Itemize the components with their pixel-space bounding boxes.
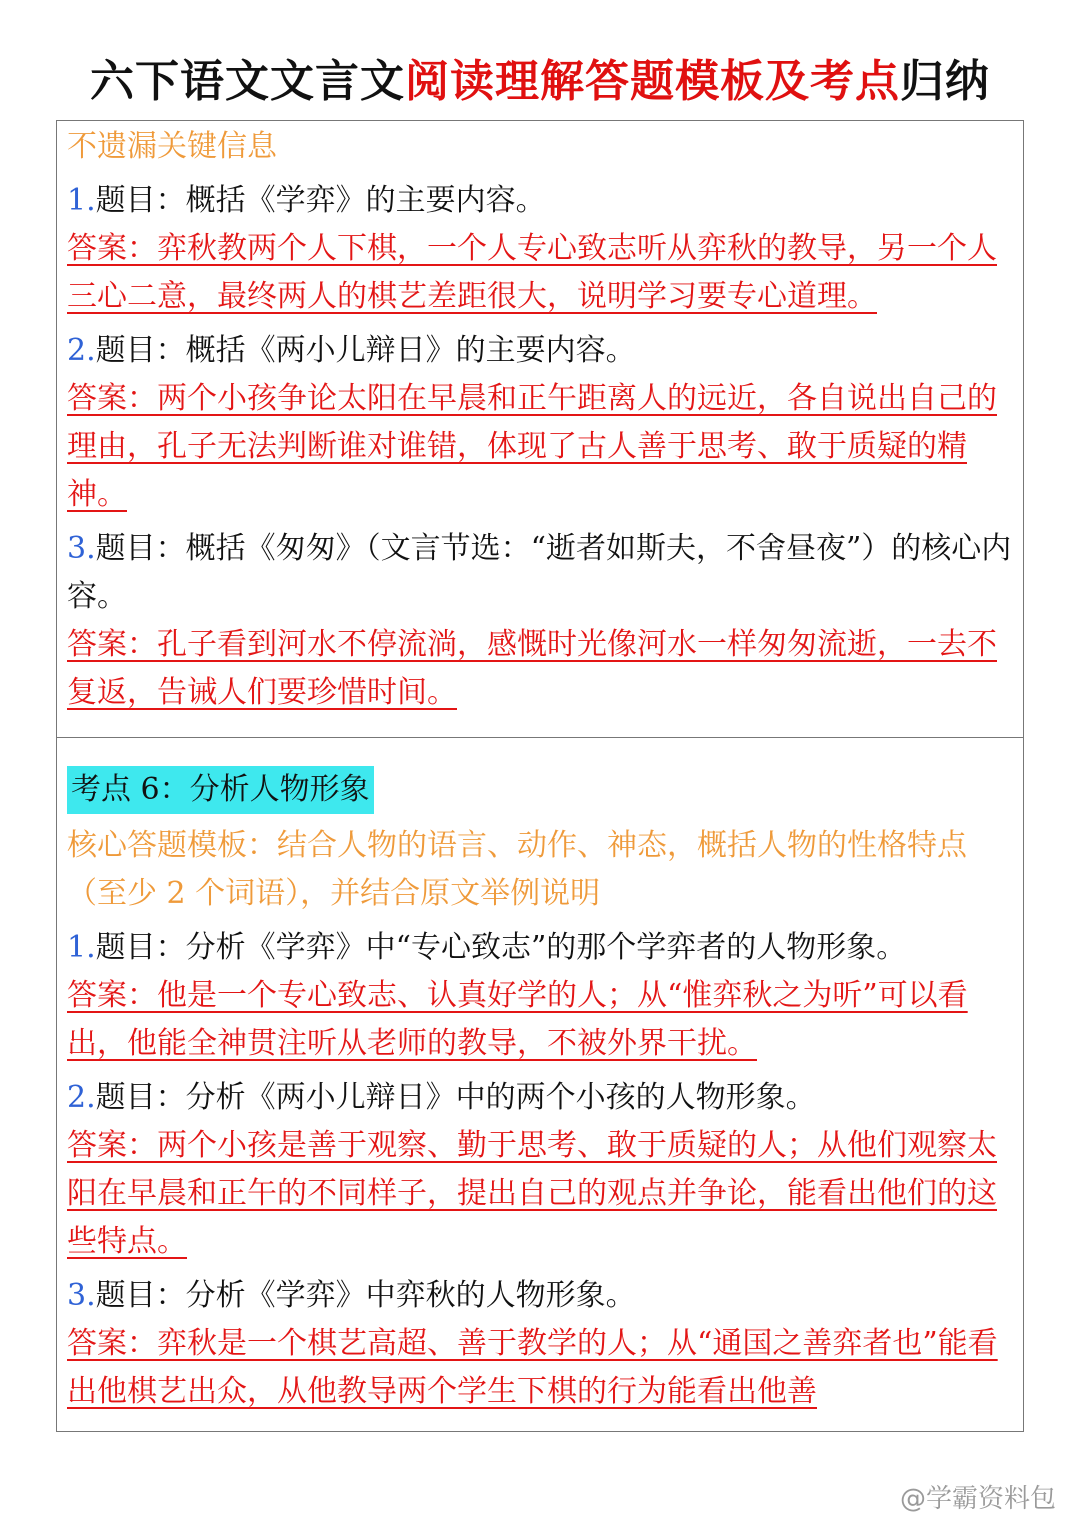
question-text: 题目：概括《匆匆》（文言节选：“逝者如斯夫，不舍昼夜”）的核心内容。 [67, 531, 1012, 614]
key-point-badge: 考点 6：分析人物形象 [67, 766, 374, 814]
section-2-content [67, 766, 1013, 1416]
answer-template: 核心答题模板：结合人物的语言、动作、神态，概括人物的性格特点（至少 2 个词语），并结合原文举例说明 [67, 828, 967, 911]
question-number: 3. [67, 1278, 96, 1313]
section-1-heading: 不遗漏关键信息 [67, 129, 277, 164]
question-text: 题目：分析《学弈》中弈秋的人物形象。 [95, 1278, 636, 1313]
section-1-content [67, 123, 1013, 717]
title-part-2: 阅读理解答题模板及考点 [405, 56, 900, 107]
question-text: 题目：分析《两小儿辩日》中的两个小孩的人物形象。 [95, 1080, 816, 1115]
question-number: 2. [67, 333, 96, 368]
page-title [0, 50, 1080, 114]
question-number: 1. [67, 183, 96, 218]
question-1-3 [67, 525, 1013, 621]
answer-2-2: 答案：两个小孩是善于观察、勤于思考、敢于质疑的人；从他们观察太阳在早晨和正午的不同样子，提出自己的观点并争论，能看出他们的这些特点。 [67, 1128, 997, 1259]
watermark: @学霸资料包 [899, 1484, 1056, 1514]
question-text: 题目：概括《两小儿辩日》的主要内容。 [95, 333, 636, 368]
answer-1-1: 答案：弈秋教两个人下棋，一个人专心致志听从弈秋的教导，另一个人三心二意，最终两人的棋艺差距很大，说明学习要专心道理。 [67, 231, 997, 314]
question-text: 题目：分析《学弈》中“专心致志”的那个学弈者的人物形象。 [95, 930, 907, 965]
section-1-box [56, 120, 1024, 738]
section-2-box [56, 738, 1024, 1432]
question-1-2 [67, 327, 1013, 375]
question-number: 3. [67, 531, 96, 566]
question-number: 2. [67, 1080, 96, 1115]
question-2-3 [67, 1272, 1013, 1320]
question-1-1 [67, 177, 1013, 225]
answer-1-3: 答案：孔子看到河水不停流淌，感慨时光像河水一样匆匆流逝，一去不复返，告诫人们要珍惜时间。 [67, 627, 997, 710]
question-number: 1. [67, 930, 96, 965]
answer-2-1: 答案：他是一个专心致志、认真好学的人；从“惟弈秋之为听”可以看出，他能全神贯注听从老师的教导，不被外界干扰。 [67, 978, 968, 1061]
title-part-1: 六下语文文言文 [90, 56, 405, 107]
answer-1-2: 答案：两个小孩争论太阳在早晨和正午距离人的远近，各自说出自己的理由，孔子无法判断谁对谁错，体现了古人善于思考、敢于质疑的精神。 [67, 381, 997, 512]
question-2-1 [67, 924, 1013, 972]
question-text: 题目：概括《学弈》的主要内容。 [95, 183, 546, 218]
answer-2-3: 答案：弈秋是一个棋艺高超、善于教学的人；从“通国之善弈者也”能看出他棋艺出众，从他教导两个学生下棋的行为能看出他善 [67, 1326, 998, 1409]
question-2-2 [67, 1074, 1013, 1122]
title-part-3: 归纳 [900, 56, 990, 107]
